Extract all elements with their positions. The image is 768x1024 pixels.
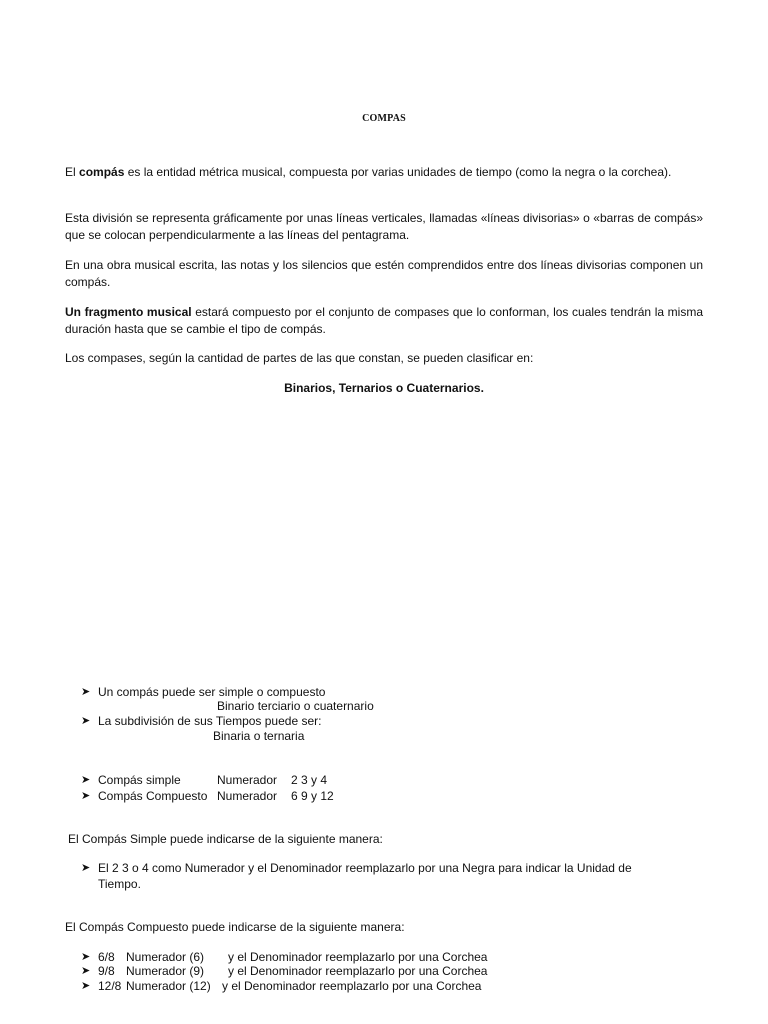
p4-text-post: estará compuesto por el conjunto de compases que lo conforman, los cuales tendrán la misma duración hasta que se cambie el tipo de compás. bbox=[65, 305, 703, 336]
compuesto-item-rest: y el Denominador reemplazarlo por una Corchea bbox=[222, 979, 482, 993]
compuesto-item-num: Numerador (12) bbox=[126, 979, 211, 993]
arrowhead-bullet-icon: ➤ bbox=[81, 862, 91, 874]
paragraph-lineas-divisorias: Esta división se representa gráficamente por unas líneas verticales, llamadas «líneas divisorias» o «barras de compás» que se colocan perpendicularmente a las líneas del pentagrama. bbox=[65, 211, 703, 242]
compuesto-intro: El Compás Compuesto puede indicarse de la siguiente manera: bbox=[65, 920, 405, 934]
bullet-subdivision: La subdivisión de sus Tiempos puede ser: bbox=[98, 714, 322, 728]
compuesto-item-frac: 12/8 bbox=[98, 979, 122, 993]
compuesto-item-num: Numerador (6) bbox=[126, 950, 205, 964]
compuesto-item-num: Numerador (9) bbox=[126, 964, 205, 978]
classification-heading: Binarios, Ternarios o Cuaternarios. bbox=[284, 381, 484, 395]
p4-bold-term: Un fragmento musical bbox=[65, 305, 192, 319]
compuesto-item-rest: y el Denominador reemplazarlo por una Corchea bbox=[228, 964, 488, 978]
bullet-compas-compuesto-num: 6 9 y 12 bbox=[291, 789, 334, 803]
compuesto-item-frac: 6/8 bbox=[98, 950, 115, 964]
bullet-compas-compuesto-num-label: Numerador bbox=[217, 789, 278, 803]
arrowhead-bullet-icon: ➤ bbox=[81, 774, 91, 786]
p1-text-pre: El bbox=[65, 165, 80, 179]
paragraph-clasificacion: Los compases, según la cantidad de partes de las que constan, se pueden clasificar en: bbox=[65, 351, 534, 365]
simple-bullet-line2: Tiempo. bbox=[98, 877, 141, 891]
p1-bold-term: compás bbox=[79, 165, 125, 179]
bullet-subdivision-sub: Binaria o ternaria bbox=[213, 729, 305, 743]
bullet-compas-simple-num-label: Numerador bbox=[217, 773, 278, 787]
p1-text-post: es la entidad métrica musical, compuesta por varias unidades de tiempo (como la negra o la corchea). bbox=[124, 165, 672, 179]
bullet-compas-compuesto-label: Compás Compuesto bbox=[98, 789, 208, 803]
bullet-compas-simple-num: 2 3 y 4 bbox=[291, 773, 328, 787]
simple-bullet-line1: El 2 3 o 4 como Numerador y el Denominador reemplazarlo por una Negra para indicar la Unidad de bbox=[98, 861, 632, 875]
bullet-simple-compuesto-sub: Binario terciario o cuaternario bbox=[217, 699, 374, 713]
arrowhead-bullet-icon: ➤ bbox=[81, 965, 91, 977]
simple-intro: El Compás Simple puede indicarse de la siguiente manera: bbox=[68, 832, 383, 846]
bullet-compas-simple-label: Compás simple bbox=[98, 773, 181, 787]
compuesto-item-frac: 9/8 bbox=[98, 964, 115, 978]
paragraph-obra-musical: En una obra musical escrita, las notas y los silencios que estén comprendidos entre dos líneas divisorias componen un compás. bbox=[65, 258, 703, 289]
arrowhead-bullet-icon: ➤ bbox=[81, 980, 91, 992]
bullet-simple-compuesto: Un compás puede ser simple o compuesto bbox=[98, 685, 326, 699]
paragraph-fragmento-musical bbox=[65, 304, 703, 338]
arrowhead-bullet-icon: ➤ bbox=[81, 715, 91, 727]
document-title: COMPAS bbox=[362, 113, 406, 124]
arrowhead-bullet-icon: ➤ bbox=[81, 790, 91, 802]
arrowhead-bullet-icon: ➤ bbox=[81, 951, 91, 963]
paragraph-compas-definition bbox=[65, 164, 703, 181]
arrowhead-bullet-icon: ➤ bbox=[81, 686, 91, 698]
compuesto-item-rest: y el Denominador reemplazarlo por una Corchea bbox=[228, 950, 488, 964]
